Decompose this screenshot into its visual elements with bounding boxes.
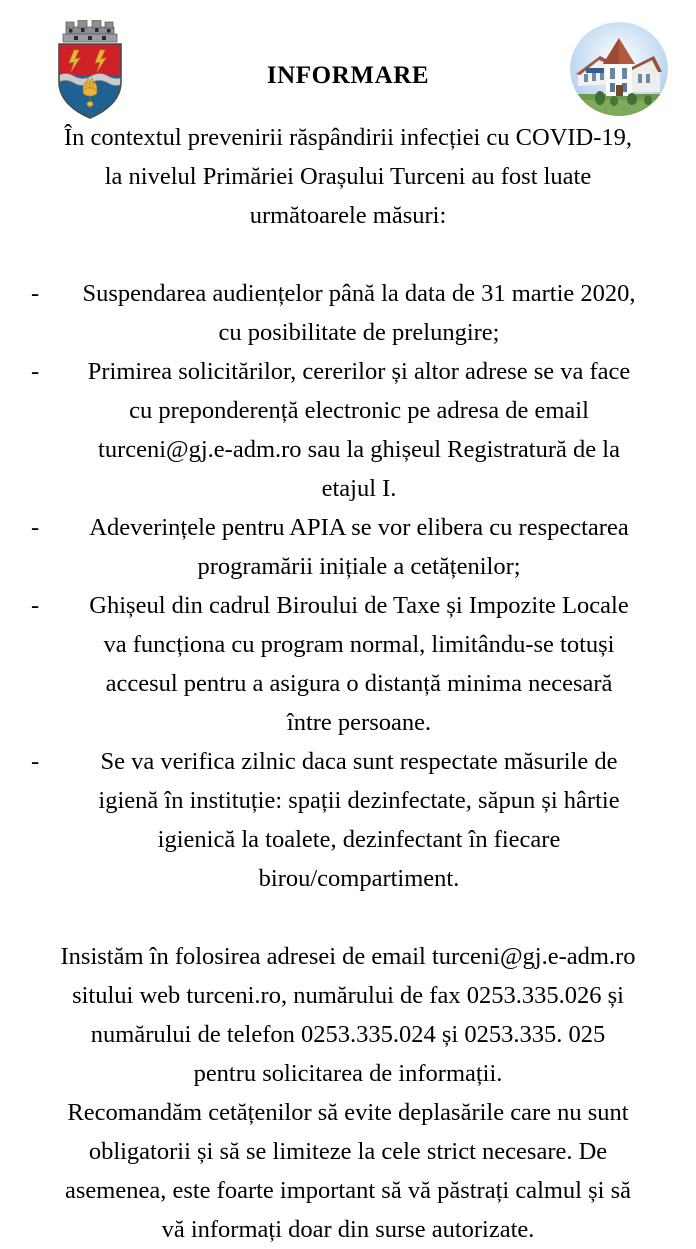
closing-line: Recomandăm cetățenilor să evite deplasările care nu sunt bbox=[67, 1099, 629, 1126]
list-item-line: cu posibilitate de prelungire; bbox=[218, 319, 500, 346]
closing-line: Insistăm în folosirea adresei de email turceni@gj.e-adm.ro bbox=[60, 943, 636, 970]
list-item-line: cu preponderență electronic pe adresa de email bbox=[129, 397, 589, 424]
list-item bbox=[0, 352, 696, 508]
list-item-line: accesul pentru a asigura o distanță minima necesară bbox=[105, 670, 613, 697]
closing-line: sitului web turceni.ro, numărului de fax 0253.335.026 și bbox=[72, 982, 624, 1009]
closing-paragraph-1 bbox=[0, 937, 696, 1093]
intro-paragraph bbox=[0, 118, 696, 235]
list-item-line: Primirea solicitărilor, cererilor și altor adrese se va face bbox=[87, 358, 631, 385]
list-item-line: igienă în instituție: spații dezinfectate, săpun și hârtie bbox=[98, 787, 620, 814]
bullet-dash-icon: - bbox=[31, 280, 40, 307]
closing-line: vă informați doar din surse autorizate. bbox=[161, 1216, 535, 1243]
list-item bbox=[0, 508, 696, 586]
bullet-dash-icon: - bbox=[31, 358, 40, 385]
closing-line: asemenea, este foarte important să vă păstrați calmul și să bbox=[64, 1177, 631, 1204]
bullet-dash-icon: - bbox=[31, 592, 40, 619]
intro-line-1: În contextul prevenirii răspândirii infecției cu COVID-19, bbox=[63, 124, 633, 151]
bullet-dash-icon: - bbox=[31, 748, 40, 775]
closing-line: numărului de telefon 0253.335.024 și 0253.335. 025 bbox=[90, 1021, 606, 1048]
closing-line: obligatorii și să se limiteze la cele strict necesare. De bbox=[88, 1138, 608, 1165]
list-item-line: va funcționa cu program normal, limitându-se totuși bbox=[103, 631, 615, 658]
town-hall-photo bbox=[570, 22, 668, 116]
list-item-line: birou/compartiment. bbox=[258, 865, 460, 892]
list-item-line: turceni@gj.e-adm.ro sau la ghișeul Registratură de la bbox=[98, 436, 620, 463]
document-body bbox=[0, 118, 696, 1249]
closing-line: pentru solicitarea de informații. bbox=[193, 1060, 503, 1087]
list-item-line: Suspendarea audiențelor până la data de 31 martie 2020, bbox=[82, 280, 636, 307]
page-title: INFORMARE bbox=[266, 62, 430, 89]
intro-line-3: următoarele măsuri: bbox=[249, 202, 447, 229]
list-item-line: etajul I. bbox=[321, 475, 397, 502]
closing-paragraph-2 bbox=[0, 1093, 696, 1249]
paragraph-spacer bbox=[0, 898, 696, 937]
list-item-line: între persoane. bbox=[286, 709, 432, 736]
list-item bbox=[0, 742, 696, 898]
list-item bbox=[0, 274, 696, 352]
list-item-line: Adeverințele pentru APIA se vor elibera cu respectarea bbox=[89, 514, 629, 541]
list-item-line: Se va verifica zilnic daca sunt respectate măsurile de bbox=[100, 748, 618, 775]
bullet-dash-icon: - bbox=[31, 514, 40, 541]
list-item bbox=[0, 586, 696, 742]
paragraph-spacer bbox=[0, 235, 696, 274]
list-item-line: Ghișeul din cadrul Biroului de Taxe și Impozite Locale bbox=[89, 592, 629, 619]
list-item-line: programării inițiale a cetățenilor; bbox=[197, 553, 521, 580]
document-header bbox=[0, 0, 696, 118]
intro-line-2: la nivelul Primăriei Orașului Turceni au fost luate bbox=[104, 163, 592, 190]
list-item-line: igienică la toalete, dezinfectant în fiecare bbox=[157, 826, 561, 853]
measures-list bbox=[0, 274, 696, 898]
